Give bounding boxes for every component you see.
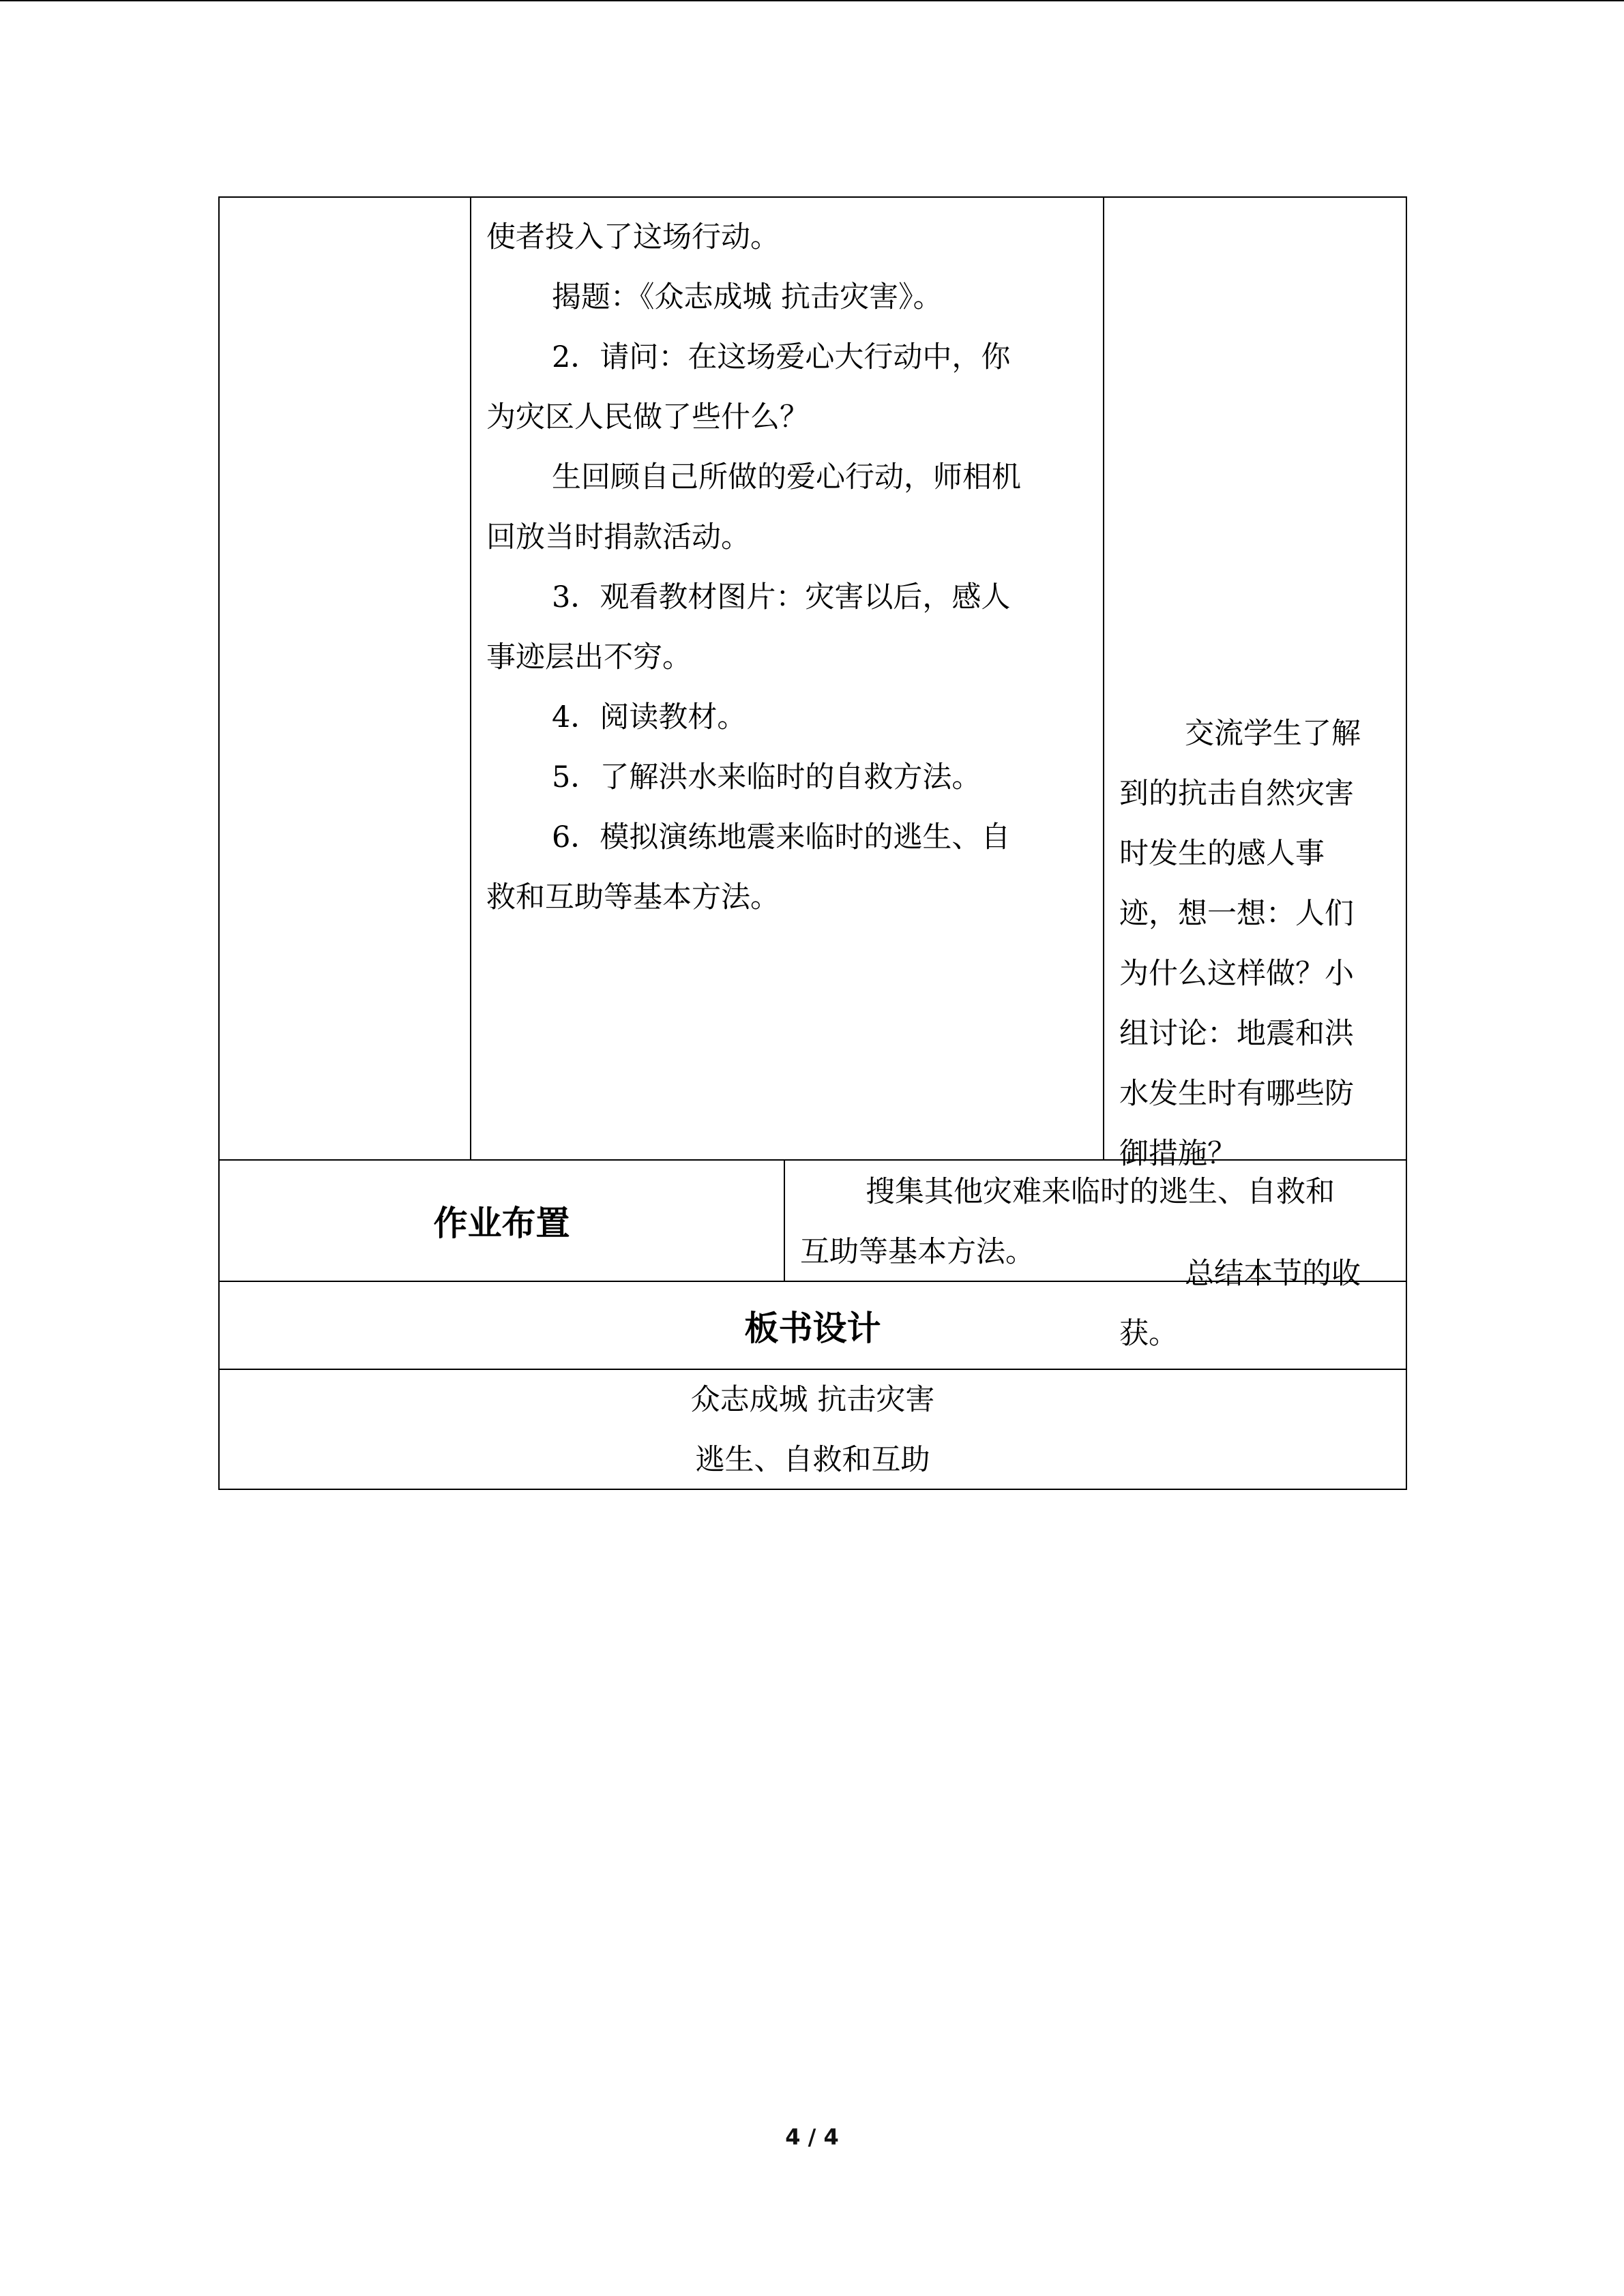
middle-text-line: 回放当时捐款活动。	[486, 520, 750, 554]
middle-text-line: 3．观看教材图片：灾害以后，感人	[552, 580, 1011, 614]
right-text-line: 迹，想一想：人们	[1119, 897, 1354, 931]
right-text-line: 组讨论：地震和洪	[1119, 1017, 1354, 1051]
right-text-line: 御措施？	[1119, 1137, 1237, 1171]
right-text-line: 为什么这样做？小	[1119, 957, 1354, 991]
activity-left-cell	[218, 196, 471, 1161]
board-design-content-cell	[218, 1369, 1407, 1490]
activity-right-cell	[1103, 196, 1407, 1351]
right-text-line: 水发生时有哪些防	[1119, 1077, 1354, 1111]
right-text-line: 时发生的感人事	[1119, 837, 1325, 871]
middle-text-line: 2．请问：在这场爱心大行动中，你	[552, 340, 1011, 374]
homework-label-cell	[218, 1159, 785, 1282]
right-text-line: 总结本节的收	[1185, 1257, 1361, 1291]
middle-text-line: 生回顾自己所做的爱心行动，师相机	[552, 460, 1021, 494]
activity-middle-cell	[470, 196, 1104, 1161]
middle-text-line: 6．模拟演练地震来临时的逃生、自	[552, 820, 1011, 854]
page-top-border	[0, 0, 1624, 1]
board-design-heading-cell	[218, 1281, 1407, 1370]
board-design-heading: 板书设计	[744, 1308, 881, 1348]
middle-text-line: 救和互助等基本方法。	[486, 880, 780, 914]
middle-text-line: 事迹层出不穷。	[486, 640, 692, 674]
board-design-line: 众志成城 抗击灾害	[690, 1383, 935, 1417]
homework-content-line: 互助等基本方法。	[800, 1235, 1035, 1269]
right-text-line: 获。	[1119, 1317, 1178, 1351]
right-text-line: 交流学生了解	[1185, 717, 1361, 751]
right-text-line: 到的抗击自然灾害	[1119, 777, 1354, 811]
homework-content-line: 搜集其他灾难来临时的逃生、自救和	[866, 1175, 1335, 1209]
middle-text-line: 揭题：《众志成城 抗击灾害》。	[552, 280, 943, 314]
homework-label: 作业布置	[433, 1204, 570, 1243]
homework-content-cell	[784, 1159, 1407, 1282]
board-design-line: 逃生、自救和互助	[695, 1443, 930, 1477]
middle-text-line: 使者投入了这场行动。	[486, 220, 780, 254]
page-number: 4 / 4	[785, 2124, 839, 2150]
middle-text-line: 4．阅读教材。	[552, 700, 747, 734]
middle-text-line: 5．了解洪水来临时的自救方法。	[552, 760, 981, 794]
middle-text-line: 为灾区人民做了些什么？	[486, 400, 809, 434]
